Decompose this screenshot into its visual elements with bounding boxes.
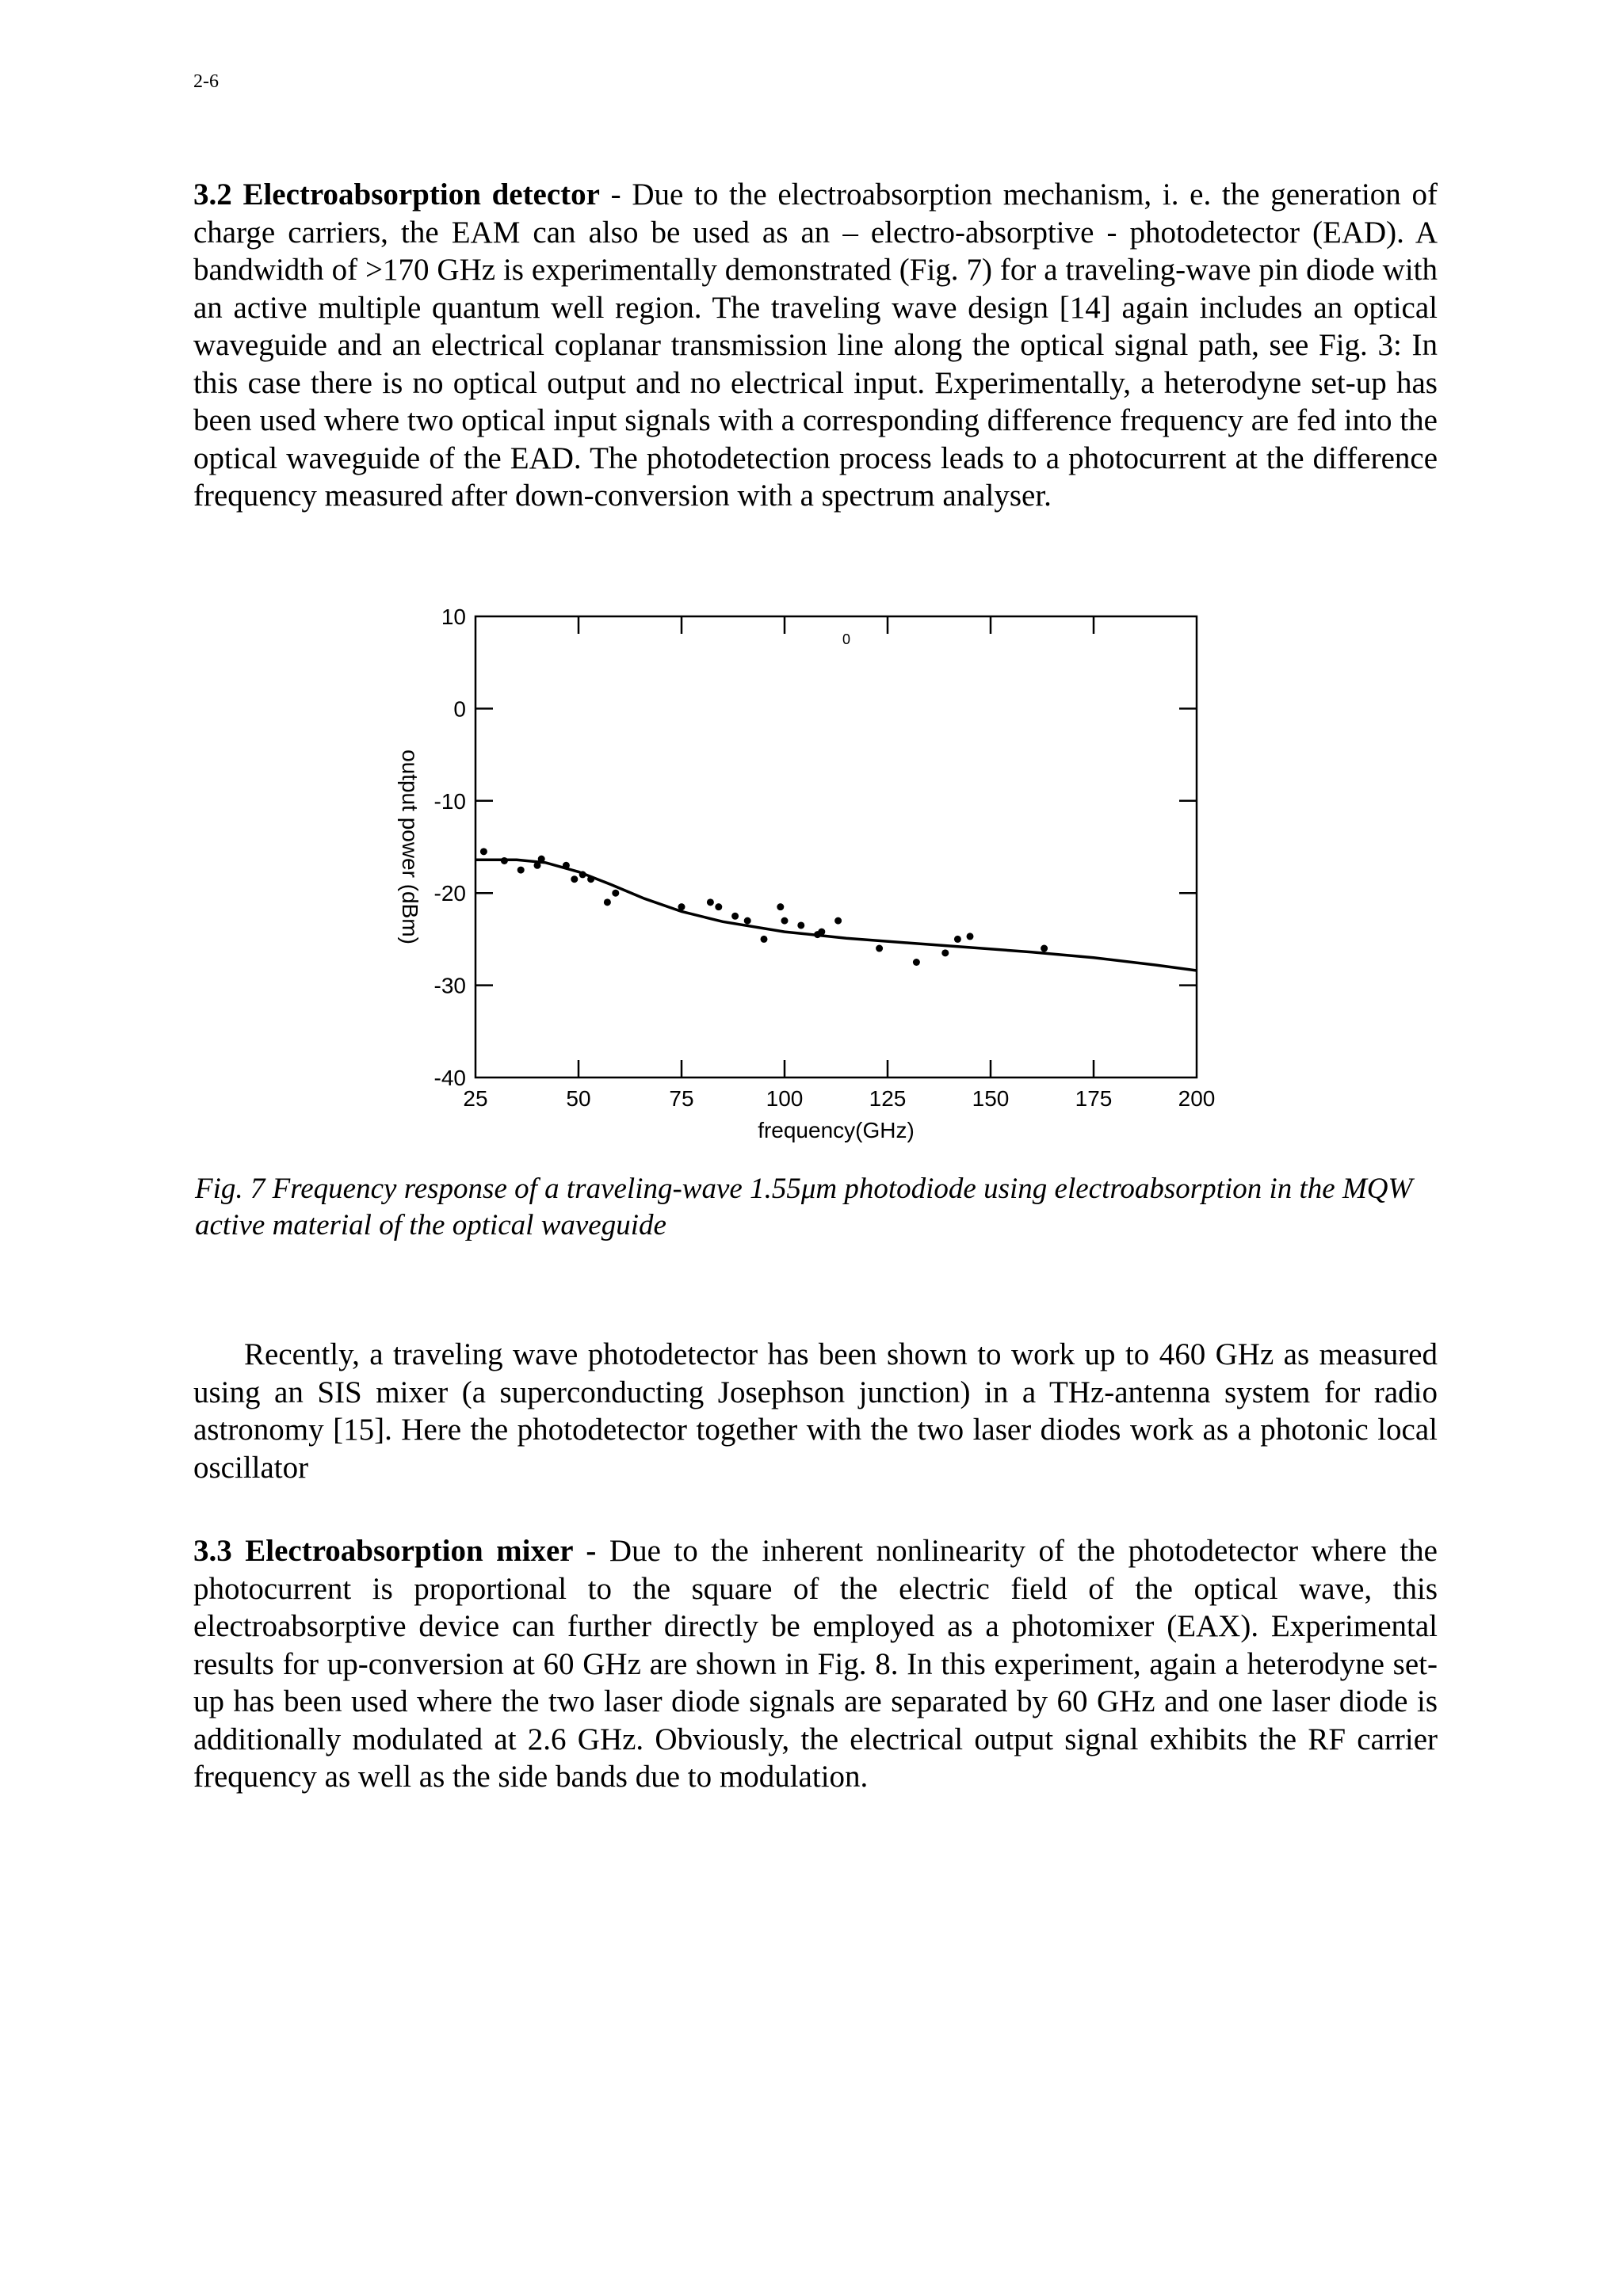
- figure-caption: Fig. 7 Frequency response of a traveling-wave 1.55μm photodiode using electroabsorption in the MQW active material of the optical waveguide: [195, 1173, 1413, 1241]
- data-point: [834, 917, 842, 925]
- tick-labels-layer: [434, 605, 1216, 1111]
- section-3-3-body: Due to the inherent nonlinearity of the photodetector where the photocurrent is proportional to the square of the electric field of the optical wave, this electroabsorptive device can further directly be employed as a photomixer (EAX). Experimental results for up-conversion at 60 GHz are shown in Fig. 8. In this experiment, again a heterodyne set-up has been used where the two laser diode signals are separated by 60 GHz and one laser diode is additionally modulated at 2.6 GHz. Obviously, the electrical output signal exhibits the RF carrier frequency as well as the side bands due to modulation.: [193, 1534, 1438, 1794]
- chart-svg: [380, 594, 1252, 1149]
- data-point: [777, 903, 784, 910]
- data-point: [612, 890, 619, 897]
- x-tick-label: 25: [463, 1086, 488, 1111]
- x-tick-label: 100: [766, 1086, 804, 1111]
- data-point: [876, 945, 883, 952]
- data-point: [761, 936, 768, 943]
- y-tick-label: -30: [433, 973, 466, 998]
- data-point: [517, 867, 525, 874]
- y-tick-label: -40: [433, 1066, 466, 1090]
- data-point: [913, 959, 920, 966]
- data-point: [781, 917, 789, 925]
- y-tick-label: 0: [453, 696, 466, 722]
- section-3-2-paragraph: [193, 176, 1438, 515]
- data-point: [1041, 945, 1048, 952]
- frequency-response-chart: [380, 594, 1252, 1149]
- y-axis-label: output power (dBm): [398, 749, 422, 944]
- data-point: [480, 848, 487, 855]
- section-3-2-heading: 3.2 Electroabsorption detector: [193, 177, 600, 212]
- data-point: [707, 898, 714, 906]
- data-point: [534, 862, 541, 869]
- page-number: 2-6: [193, 71, 219, 92]
- y-tick-label: 10: [441, 605, 466, 629]
- y-tick-label: -10: [433, 788, 466, 814]
- x-tick-label: 150: [972, 1086, 1010, 1111]
- chart-annotation: 0: [842, 631, 851, 647]
- data-point: [818, 929, 825, 936]
- x-tick-label: 200: [1178, 1086, 1216, 1111]
- data-point: [587, 875, 594, 883]
- x-axis-label: frequency(GHz): [758, 1118, 915, 1142]
- data-point: [579, 871, 586, 878]
- data-point: [715, 903, 722, 910]
- data-point: [678, 903, 685, 910]
- section-3-3-heading: 3.3 Electroabsorption mixer -: [193, 1534, 597, 1568]
- ticks-layer: [475, 616, 1197, 1077]
- data-point: [941, 949, 949, 956]
- data-point: [797, 921, 804, 929]
- data-point: [967, 933, 974, 940]
- data-point: [571, 875, 578, 883]
- data-point: [563, 862, 570, 869]
- x-tick-label: 125: [869, 1086, 907, 1111]
- recent-paragraph: Recently, a traveling wave photodetector has been shown to work up to 460 GHz as measured using an SIS mixer (a superconducting Josephson junction) in a THz-antenna system for radio astronomy [15]. Here the photodetector together with the two laser diodes work as a photonic local oscillator: [193, 1337, 1438, 1485]
- plot-frame: [475, 616, 1197, 1077]
- data-point: [501, 857, 508, 864]
- x-tick-label: 75: [669, 1086, 694, 1111]
- x-tick-label: 175: [1075, 1086, 1113, 1111]
- data-point: [604, 898, 611, 906]
- y-tick-label: -20: [433, 881, 466, 906]
- section-3-3-paragraph: [193, 1532, 1438, 1796]
- x-tick-label: 50: [566, 1086, 591, 1111]
- data-point: [538, 856, 545, 863]
- data-point: [731, 913, 739, 920]
- data-point: [954, 936, 961, 943]
- data-point: [744, 917, 751, 925]
- section-3-2-body: - Due to the electroabsorption mechanism, i. e. the generation of charge carriers, the EAM can also be used as an – electro-absorptive - photodetector (EAD). A bandwidth of >170 GHz is experimentally demonstrated (Fig. 7) for a traveling-wave pin diode with an active multiple quantum well region. The traveling wave design [14] again includes an optical waveguide and an electrical coplanar transmission line along the optical signal path, see Fig. 3: In this case there is no optical output and no electrical input. Experimentally, a heterodyne set-up has been used where two optical input signals with a corresponding difference frequency are fed into the optical waveguide of the EAD. The photodetection process leads to a photocurrent at the difference frequency measured after down-conversion with a spectrum analyser.: [193, 177, 1438, 513]
